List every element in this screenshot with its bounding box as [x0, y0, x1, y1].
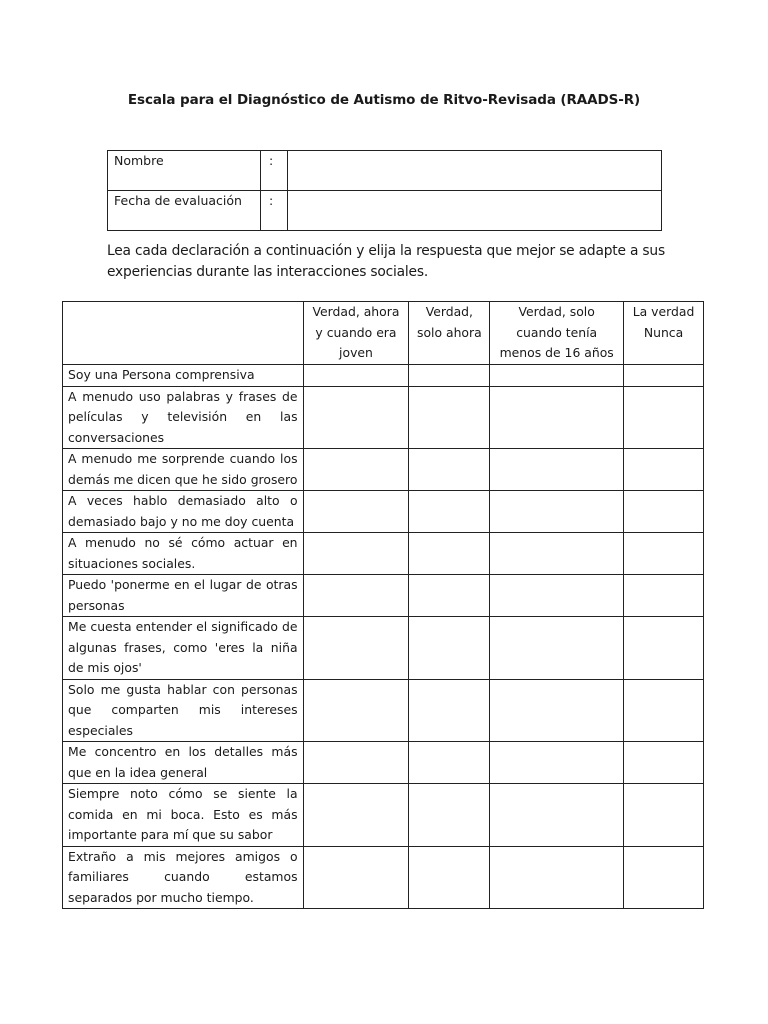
answer-verdad-menos-16[interactable] [490, 365, 624, 387]
answer-verdad-solo-ahora[interactable] [409, 449, 490, 491]
table-row [63, 365, 704, 387]
table-row [63, 386, 704, 449]
table-row [63, 617, 704, 680]
answer-verdad-nunca[interactable] [624, 449, 704, 491]
questionnaire-table [62, 301, 704, 909]
answer-verdad-solo-ahora[interactable] [409, 491, 490, 533]
instructions-text: Lea cada declaración a continuación y elija la respuesta que mejor se adapte a sus experiencias durante las interacciones sociales. [107, 243, 665, 280]
question-rows [63, 365, 704, 909]
answer-verdad-nunca[interactable] [624, 386, 704, 449]
statement-text: Solo me gusta hablar con personas que comparten mis intereses especiales [63, 679, 304, 742]
answer-verdad-ahora-joven[interactable] [303, 449, 409, 491]
statement-text: Me cuesta entender el significado de algunas frases, como 'eres la niña de mis ojos' [63, 617, 304, 680]
answer-verdad-solo-ahora[interactable] [409, 846, 490, 909]
answer-verdad-nunca[interactable] [624, 784, 704, 847]
answer-verdad-solo-ahora[interactable] [409, 365, 490, 387]
statement-text: Me concentro en los detalles más que en la idea general [63, 742, 304, 784]
answer-verdad-nunca[interactable] [624, 533, 704, 575]
answer-verdad-ahora-joven[interactable] [303, 575, 409, 617]
nombre-separator: : [261, 151, 288, 191]
answer-verdad-solo-ahora[interactable] [409, 617, 490, 680]
answer-verdad-nunca[interactable] [624, 575, 704, 617]
answer-verdad-menos-16[interactable] [490, 617, 624, 680]
table-row [63, 449, 704, 491]
answer-verdad-menos-16[interactable] [490, 784, 624, 847]
answer-verdad-ahora-joven[interactable] [303, 742, 409, 784]
answer-verdad-solo-ahora[interactable] [409, 784, 490, 847]
header-verdad-menos-16: Verdad, solo cuando tenía menos de 16 años [490, 302, 624, 365]
statement-text: A menudo no sé cómo actuar en situaciones sociales. [63, 533, 304, 575]
answer-verdad-ahora-joven[interactable] [303, 846, 409, 909]
answer-verdad-ahora-joven[interactable] [303, 784, 409, 847]
statement-text: Siempre noto cómo se siente la comida en mi boca. Esto es más importante para mí que su sabor [63, 784, 304, 847]
header-verdad-ahora-joven: Verdad, ahora y cuando era joven [303, 302, 409, 365]
statement-text: Soy una Persona comprensiva [63, 365, 304, 387]
statement-text: A menudo me sorprende cuando los demás me dicen que he sido grosero [63, 449, 304, 491]
table-row [63, 491, 704, 533]
answer-verdad-menos-16[interactable] [490, 449, 624, 491]
answer-verdad-ahora-joven[interactable] [303, 491, 409, 533]
info-table [107, 150, 662, 231]
header-row [63, 302, 704, 365]
answer-verdad-menos-16[interactable] [490, 846, 624, 909]
table-row [63, 784, 704, 847]
table-row [63, 742, 704, 784]
header-verdad-nunca: La verdad Nunca [624, 302, 704, 365]
answer-verdad-solo-ahora[interactable] [409, 575, 490, 617]
document-title: Escala para el Diagnóstico de Autismo de Ritvo-Revisada (RAADS-R) [127, 92, 641, 108]
table-row [63, 575, 704, 617]
answer-verdad-menos-16[interactable] [490, 386, 624, 449]
answer-verdad-nunca[interactable] [624, 679, 704, 742]
answer-verdad-ahora-joven[interactable] [303, 679, 409, 742]
answer-verdad-nunca[interactable] [624, 617, 704, 680]
table-row [63, 679, 704, 742]
statement-text: Puedo 'ponerme en el lugar de otras personas [63, 575, 304, 617]
answer-verdad-ahora-joven[interactable] [303, 386, 409, 449]
answer-verdad-solo-ahora[interactable] [409, 679, 490, 742]
answer-verdad-menos-16[interactable] [490, 742, 624, 784]
fecha-field[interactable] [288, 191, 662, 231]
statement-text: A menudo uso palabras y frases de películas y televisión en las conversaciones [63, 386, 304, 449]
answer-verdad-ahora-joven[interactable] [303, 533, 409, 575]
nombre-field[interactable] [288, 151, 662, 191]
statement-text: Extraño a mis mejores amigos o familiares cuando estamos separados por mucho tiempo. [63, 846, 304, 909]
answer-verdad-solo-ahora[interactable] [409, 742, 490, 784]
answer-verdad-menos-16[interactable] [490, 533, 624, 575]
answer-verdad-menos-16[interactable] [490, 491, 624, 533]
nombre-label: Nombre [108, 151, 261, 191]
answer-verdad-nunca[interactable] [624, 742, 704, 784]
table-row [63, 533, 704, 575]
info-row-fecha [108, 191, 662, 231]
answer-verdad-nunca[interactable] [624, 365, 704, 387]
answer-verdad-menos-16[interactable] [490, 575, 624, 617]
answer-verdad-nunca[interactable] [624, 846, 704, 909]
fecha-label: Fecha de evaluación [108, 191, 261, 231]
info-row-nombre [108, 151, 662, 191]
statement-text: A veces hablo demasiado alto o demasiado bajo y no me doy cuenta [63, 491, 304, 533]
answer-verdad-solo-ahora[interactable] [409, 533, 490, 575]
answer-verdad-ahora-joven[interactable] [303, 617, 409, 680]
answer-verdad-ahora-joven[interactable] [303, 365, 409, 387]
answer-verdad-nunca[interactable] [624, 491, 704, 533]
fecha-separator: : [261, 191, 288, 231]
answer-verdad-menos-16[interactable] [490, 679, 624, 742]
header-verdad-solo-ahora: Verdad, solo ahora [409, 302, 490, 365]
table-row [63, 846, 704, 909]
header-statement [63, 302, 304, 365]
answer-verdad-solo-ahora[interactable] [409, 386, 490, 449]
